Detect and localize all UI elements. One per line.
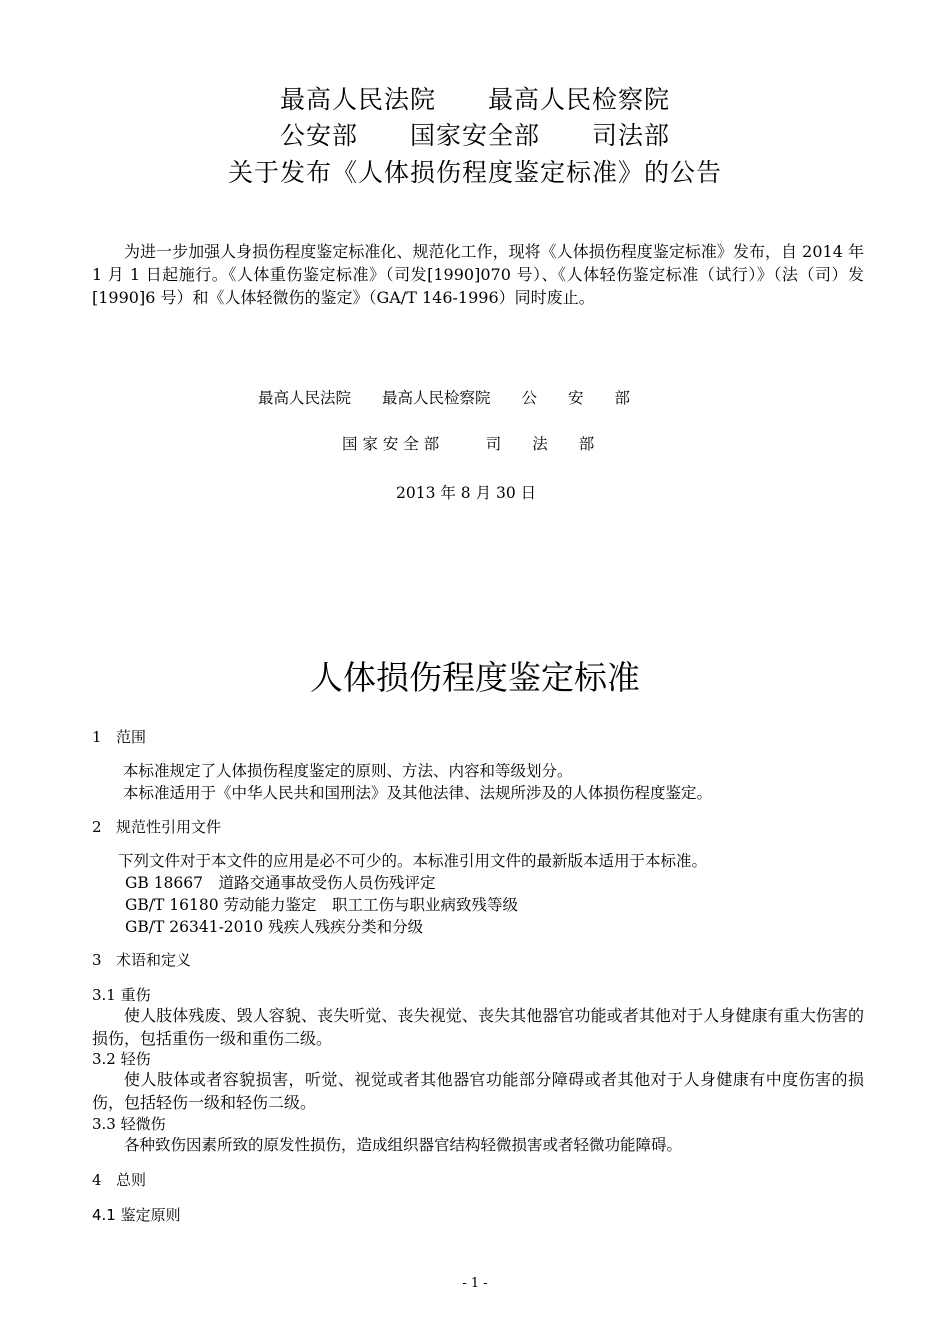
header-line-1: 最高人民法院 最高人民检察院	[279, 85, 670, 114]
definition-number: 3.3	[92, 1115, 116, 1133]
announcement-paragraph: 为进一步加强人身损伤程度鉴定标准化、规范化工作，现将《人体损伤程度鉴定标准》发布，自 2014 年 1 月 1 日起施行。《人体重伤鉴定标准》（司发[1990]070 号）、《人体轻伤鉴定标准（试行）》（法（司）发[1990]6 号）和《人体轻微伤的鉴定》（GA/T 146-1996）同时废止。	[92, 242, 864, 307]
page-number: - 1 -	[462, 1276, 488, 1291]
announcement-date: 2013 年 8 月 30 日	[396, 484, 537, 502]
standard-title: 人体损伤程度鉴定标准	[310, 658, 640, 697]
definition-3-1-text: 使人肢体残废、毁人容貌、丧失听觉、丧失视觉、丧失其他器官功能或者其他对于人身健康有重大伤害的损伤，包括重伤一级和重伤二级。	[92, 1006, 864, 1048]
definition-3-3-text: 各种致伤因素所致的原发性损伤，造成组织器官结构轻微损害或者轻微功能障碍。	[124, 1136, 683, 1154]
subsection-4-1-heading	[92, 1205, 181, 1225]
header-line-2: 公安部 国家安全部 司法部	[279, 121, 670, 150]
section-1-heading	[92, 727, 146, 747]
definition-term: 轻伤	[120, 1050, 151, 1068]
section-title: 范围	[116, 728, 147, 746]
issuers-line-1: 最高人民法院 最高人民检察院 公 安 部	[258, 389, 631, 407]
definition-term: 重伤	[120, 986, 151, 1004]
section-number: 3	[92, 951, 102, 969]
section-2-intro: 下列文件对于本文件的应用是必不可少的。本标准引用文件的最新版本适用于本标准。	[118, 852, 708, 870]
section-title: 总则	[116, 1171, 147, 1189]
header-line-3: 关于发布《人体损伤程度鉴定标准》的公告	[227, 158, 722, 187]
section-title: 术语和定义	[116, 951, 192, 969]
reference-item: GB 18667 道路交通事故受伤人员伤残评定	[125, 874, 436, 892]
section-1-para-2: 本标准适用于《中华人民共和国刑法》及其他法律、法规所涉及的人体损伤程度鉴定。	[123, 784, 713, 802]
definition-3-2-heading	[92, 1049, 151, 1069]
section-3-heading	[92, 950, 191, 970]
definition-number: 3.2	[92, 1050, 116, 1068]
section-number: 2	[92, 818, 102, 836]
section-title: 规范性引用文件	[116, 818, 222, 836]
section-number: 4	[92, 1171, 102, 1189]
definition-term: 轻微伤	[120, 1115, 166, 1133]
definition-number: 3.1	[92, 986, 116, 1004]
section-4-heading	[92, 1170, 146, 1190]
definition-3-3-heading	[92, 1114, 166, 1134]
section-number: 1	[92, 728, 102, 746]
section-2-heading	[92, 817, 221, 837]
section-1-para-1: 本标准规定了人体损伤程度鉴定的原则、方法、内容和等级划分。	[123, 762, 573, 780]
definition-3-1-heading	[92, 985, 151, 1005]
definition-3-2-text: 使人肢体或者容貌损害，听觉、视觉或者其他器官功能部分障碍或者其他对于人身健康有中度伤害的损伤，包括轻伤一级和轻伤二级。	[92, 1070, 864, 1112]
subsection-title: 4.1 鉴定原则	[92, 1206, 181, 1224]
reference-item: GB/T 16180 劳动能力鉴定 职工工伤与职业病致残等级	[125, 896, 518, 914]
issuers-line-2: 国 家 安 全 部 司 法 部	[342, 435, 595, 453]
reference-item: GB/T 26341-2010 残疾人残疾分类和分级	[125, 918, 424, 936]
